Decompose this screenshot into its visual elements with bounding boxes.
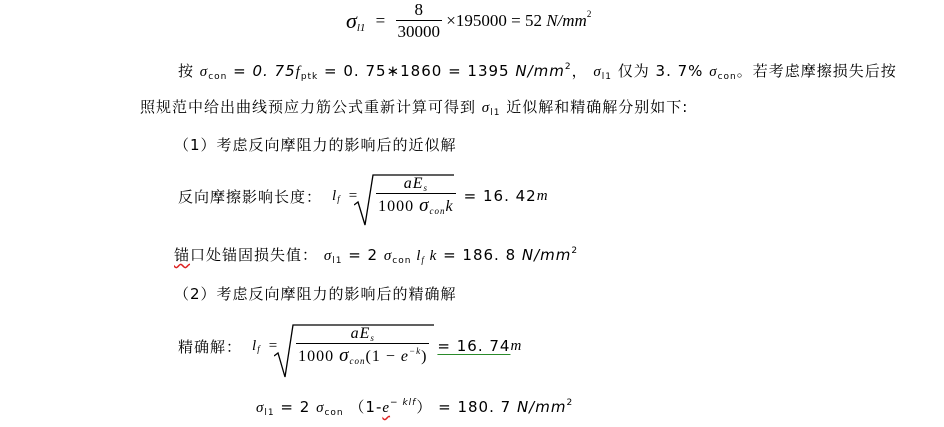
f-symbol: f	[295, 64, 301, 80]
text: = 2	[274, 398, 317, 416]
subscript: con	[717, 72, 737, 82]
e-symbol: e	[382, 400, 391, 416]
text: )	[421, 348, 428, 365]
result: = 186. 8	[437, 246, 522, 264]
sigma-exact-row	[256, 396, 573, 417]
friction-length-row	[178, 168, 549, 224]
text: 按	[178, 62, 200, 80]
section-title-exact: （2）考虑反向摩阻力的影响后的精确解	[174, 285, 457, 303]
text: 1000	[298, 348, 340, 365]
text: 仅为 3. 7%	[612, 62, 710, 80]
subscript: s	[423, 183, 429, 193]
subscript: f	[421, 255, 425, 265]
a-symbol: a	[403, 175, 413, 192]
paragraph-line-2	[140, 96, 688, 117]
text: = 0. 75∗1860 = 1395	[318, 62, 516, 80]
sqrt-sign-icon	[354, 173, 454, 227]
unit: N/mm	[515, 62, 565, 80]
unit: m	[510, 337, 523, 354]
subscript: f	[337, 194, 341, 204]
E-symbol: E	[412, 175, 424, 192]
result: ） = 180. 7	[416, 398, 517, 416]
text: （1-	[343, 398, 383, 416]
result: = 16. 42	[463, 187, 537, 205]
subscript: con	[429, 206, 446, 216]
sigma-symbol: σ	[709, 64, 718, 80]
a-symbol: a	[350, 325, 360, 342]
equation-sigma-l1	[346, 0, 591, 44]
k-symbol: k	[424, 248, 438, 264]
text: 1000	[378, 198, 420, 215]
equals-sign: =	[375, 11, 386, 30]
unit-exponent: 2	[564, 62, 572, 72]
subscript: con	[392, 256, 412, 266]
subscript: l1	[490, 108, 501, 118]
subscript: ptk	[300, 72, 319, 82]
anchor-loss-row	[174, 244, 578, 265]
sigma-symbol: σ	[383, 248, 393, 264]
sigma-symbol: σ	[316, 400, 325, 416]
lf-symbol: l	[332, 187, 338, 204]
e-symbol: e	[400, 348, 410, 365]
unit-exponent: 2	[571, 246, 579, 256]
sqrt-expression	[366, 175, 455, 217]
text: = 0. 75	[227, 62, 296, 80]
subscript: l1	[264, 408, 275, 418]
label: 精确解：	[178, 337, 243, 356]
unit: m	[536, 187, 549, 204]
sigma-symbol: σ	[481, 100, 491, 116]
unit-exponent: 2	[566, 398, 574, 408]
k-symbol: k	[445, 198, 454, 215]
sigma-symbol: σ	[256, 400, 265, 416]
label: 反向摩擦影响长度：	[178, 187, 323, 206]
denominator: 30000	[397, 22, 441, 41]
subscript: l1	[356, 22, 366, 34]
lf-symbol: l	[411, 248, 422, 264]
subscript: l1	[601, 72, 612, 82]
exponent: −k	[409, 346, 422, 356]
sigma-symbol: σ	[593, 64, 602, 80]
sigma-symbol: σ	[419, 195, 430, 216]
unit: N/mm	[521, 246, 572, 264]
subscript: s	[370, 333, 375, 343]
exponent: − klf	[390, 398, 417, 408]
paragraph-line-1	[178, 60, 897, 81]
lf-symbol: l	[252, 337, 258, 354]
unit-exponent: 2	[586, 9, 592, 19]
equals-sign: =	[268, 337, 279, 354]
text: 。若考虑摩擦损失后按	[736, 62, 897, 80]
text: (1 −	[365, 348, 401, 365]
text: 照规范中给出曲线预应力筋公式重新计算可得到	[140, 98, 482, 116]
subscript: con	[349, 356, 366, 366]
text: ，	[571, 62, 594, 80]
E-symbol: E	[359, 325, 371, 342]
text: = 2	[342, 246, 384, 264]
numerator: 8	[414, 0, 424, 19]
sigma-symbol: σ	[199, 64, 209, 80]
subscript: l1	[332, 256, 343, 266]
label-wavy: 锚	[174, 246, 191, 264]
text: 近似解和精确解分别如下:	[500, 98, 689, 116]
sqrt-expression	[286, 325, 429, 367]
subscript: con	[324, 408, 344, 418]
label: 口处锚固损失值：	[190, 246, 319, 264]
sigma-symbol: σ	[339, 345, 350, 366]
equation-rest: ×195000 = 52	[446, 11, 547, 30]
sigma-symbol: σ	[346, 8, 357, 33]
subscript: f	[257, 344, 261, 354]
fraction	[396, 0, 443, 42]
unit: N/mm	[546, 11, 587, 30]
sigma-symbol: σ	[323, 248, 333, 264]
result: = 16. 74	[437, 337, 511, 355]
unit: N/mm	[516, 398, 567, 416]
exact-solution-row	[178, 318, 522, 374]
equals-sign: =	[348, 187, 359, 204]
subscript: con	[208, 72, 228, 82]
section-title-approximate: （1）考虑反向摩阻力的影响后的近似解	[174, 136, 457, 154]
